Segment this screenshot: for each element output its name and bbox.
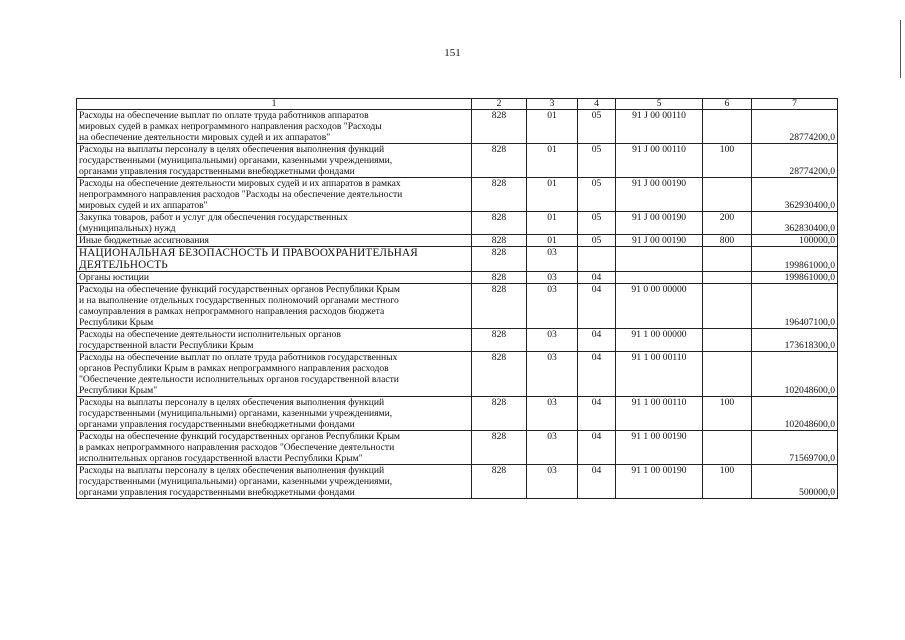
row-admin-code-cell: 828	[472, 284, 527, 329]
row-subsection-cell: 05	[578, 212, 616, 235]
row-name-cell: Расходы на выплаты персоналу в целях обеспечения выполнения функций государственными (муниципальными) органами, казенными учреждениями, органами управления государственными внебюджетными фондами	[77, 465, 472, 499]
row-target-item-cell	[616, 247, 703, 272]
header-cell-3: 3	[527, 99, 578, 110]
row-admin-code-cell: 828	[472, 352, 527, 397]
row-subsection-cell: 04	[578, 397, 616, 431]
row-expense-type-cell	[703, 247, 752, 272]
row-target-item-cell: 91 0 00 00000	[616, 284, 703, 329]
row-subsection-cell: 05	[578, 110, 616, 144]
row-section-cell: 03	[527, 352, 578, 397]
table-row	[77, 272, 838, 284]
row-name-cell: НАЦИОНАЛЬНАЯ БЕЗОПАСНОСТЬ И ПРАВООХРАНИТЕЛЬНАЯ ДЕЯТЕЛЬНОСТЬ	[77, 247, 472, 272]
row-target-item-cell: 91 1 00 00110	[616, 352, 703, 397]
row-amount-cell: 102048600,0	[752, 397, 838, 431]
row-amount-cell: 500000,0	[752, 465, 838, 499]
row-section-cell: 01	[527, 178, 578, 212]
row-name-cell: Расходы на обеспечение деятельности мировых судей и их аппаратов в рамках непрограммного направления расходов "Расходы на обеспечение деятельности мировых судей и их аппаратов"	[77, 178, 472, 212]
budget-table	[76, 98, 838, 499]
header-cell-5: 5	[616, 99, 703, 110]
row-section-cell: 01	[527, 235, 578, 247]
table-row	[77, 247, 838, 272]
row-section-cell: 03	[527, 397, 578, 431]
table-row	[77, 465, 838, 499]
row-admin-code-cell: 828	[472, 110, 527, 144]
row-admin-code-cell: 828	[472, 178, 527, 212]
table-row	[77, 397, 838, 431]
row-target-item-cell: 91 J 00 00190	[616, 235, 703, 247]
row-subsection-cell	[578, 247, 616, 272]
table-row	[77, 284, 838, 329]
row-section-cell: 03	[527, 465, 578, 499]
row-admin-code-cell: 828	[472, 247, 527, 272]
row-section-cell: 03	[527, 431, 578, 465]
header-cell-1: 1	[77, 99, 472, 110]
row-amount-cell: 28774200,0	[752, 110, 838, 144]
row-admin-code-cell: 828	[472, 272, 527, 284]
row-expense-type-cell: 200	[703, 212, 752, 235]
table-row	[77, 352, 838, 397]
row-target-item-cell	[616, 272, 703, 284]
row-section-cell: 01	[527, 212, 578, 235]
row-amount-cell: 362830400,0	[752, 212, 838, 235]
row-admin-code-cell: 828	[472, 329, 527, 352]
row-expense-type-cell: 100	[703, 144, 752, 178]
page-edge-mark	[900, 20, 901, 78]
row-name-cell: Расходы на выплаты персоналу в целях обеспечения выполнения функций государственными (муниципальными) органами, казенными учреждениями, органами управления государственными внебюджетными фондами	[77, 397, 472, 431]
row-section-cell: 03	[527, 284, 578, 329]
row-name-cell: Расходы на обеспечение деятельности исполнительных органов государственной власти Республики Крым	[77, 329, 472, 352]
header-cell-4: 4	[578, 99, 616, 110]
table-row	[77, 110, 838, 144]
row-name-cell: Закупка товаров, работ и услуг для обеспечения государственных (муниципальных) нужд	[77, 212, 472, 235]
row-target-item-cell: 91 J 00 00190	[616, 178, 703, 212]
row-section-cell: 03	[527, 247, 578, 272]
row-target-item-cell: 91 1 00 00190	[616, 465, 703, 499]
row-admin-code-cell: 828	[472, 144, 527, 178]
row-expense-type-cell: 100	[703, 465, 752, 499]
row-subsection-cell: 04	[578, 352, 616, 397]
row-name-cell: Расходы на обеспечение функций государственных органов Республики Крым и на выполнение отдельных государственных полномочий органами местного самоуправления в рамках непрограммного направления расходов бюджета Республики Крым	[77, 284, 472, 329]
table-header-row	[77, 99, 838, 110]
row-admin-code-cell: 828	[472, 235, 527, 247]
page-number: 151	[444, 47, 461, 59]
row-amount-cell: 100000,0	[752, 235, 838, 247]
row-name-cell: Расходы на обеспечение функций государственных органов Республики Крым в рамках непрограммного направления расходов "Обеспечение деятельности исполнительных органов государственной власти Республики Крым"	[77, 431, 472, 465]
row-section-cell: 01	[527, 144, 578, 178]
table-row	[77, 235, 838, 247]
row-expense-type-cell	[703, 329, 752, 352]
row-target-item-cell: 91 J 00 00190	[616, 212, 703, 235]
row-section-cell: 03	[527, 329, 578, 352]
row-expense-type-cell	[703, 178, 752, 212]
row-expense-type-cell	[703, 110, 752, 144]
row-subsection-cell: 04	[578, 284, 616, 329]
row-subsection-cell: 05	[578, 235, 616, 247]
table-row	[77, 178, 838, 212]
row-expense-type-cell	[703, 284, 752, 329]
row-subsection-cell: 05	[578, 144, 616, 178]
row-name-cell: Расходы на обеспечение выплат по оплате труда работников государственных органов Республики Крым в рамках непрограммного направления расходов "Обеспечение деятельности исполнительных органов государственной власти Республики Крым"	[77, 352, 472, 397]
table-body	[77, 99, 838, 499]
row-expense-type-cell: 100	[703, 397, 752, 431]
row-admin-code-cell: 828	[472, 397, 527, 431]
row-subsection-cell: 04	[578, 329, 616, 352]
header-cell-2: 2	[472, 99, 527, 110]
row-target-item-cell: 91 J 00 00110	[616, 110, 703, 144]
row-expense-type-cell	[703, 431, 752, 465]
row-subsection-cell: 04	[578, 431, 616, 465]
row-admin-code-cell: 828	[472, 465, 527, 499]
row-section-cell: 01	[527, 110, 578, 144]
row-amount-cell: 362930400,0	[752, 178, 838, 212]
row-target-item-cell: 91 1 00 00110	[616, 397, 703, 431]
row-name-cell: Расходы на выплаты персоналу в целях обеспечения выполнения функций государственными (муниципальными) органами, казенными учреждениями, органами управления государственными внебюджетными фондами	[77, 144, 472, 178]
row-amount-cell: 199861000,0	[752, 272, 838, 284]
row-subsection-cell: 04	[578, 272, 616, 284]
row-admin-code-cell: 828	[472, 212, 527, 235]
row-expense-type-cell: 800	[703, 235, 752, 247]
row-section-cell: 03	[527, 272, 578, 284]
row-target-item-cell: 91 1 00 00190	[616, 431, 703, 465]
table-row	[77, 329, 838, 352]
row-target-item-cell: 91 J 00 00110	[616, 144, 703, 178]
row-amount-cell: 199861000,0	[752, 247, 838, 272]
table-row	[77, 431, 838, 465]
table-row	[77, 144, 838, 178]
row-admin-code-cell: 828	[472, 431, 527, 465]
header-cell-6: 6	[703, 99, 752, 110]
row-expense-type-cell	[703, 272, 752, 284]
row-expense-type-cell	[703, 352, 752, 397]
row-name-cell: Иные бюджетные ассигнования	[77, 235, 472, 247]
row-amount-cell: 71569700,0	[752, 431, 838, 465]
table-row	[77, 212, 838, 235]
header-cell-7: 7	[752, 99, 838, 110]
row-amount-cell: 102048600,0	[752, 352, 838, 397]
row-subsection-cell: 05	[578, 178, 616, 212]
row-name-cell: Органы юстиции	[77, 272, 472, 284]
row-target-item-cell: 91 1 00 00000	[616, 329, 703, 352]
row-amount-cell: 28774200,0	[752, 144, 838, 178]
row-amount-cell: 196407100,0	[752, 284, 838, 329]
row-amount-cell: 173618300,0	[752, 329, 838, 352]
row-subsection-cell: 04	[578, 465, 616, 499]
row-name-cell: Расходы на обеспечение выплат по оплате труда работников аппаратов мировых судей в рамках непрограммного направления расходов "Расходы на обеспечение деятельности мировых судей и их аппаратов"	[77, 110, 472, 144]
